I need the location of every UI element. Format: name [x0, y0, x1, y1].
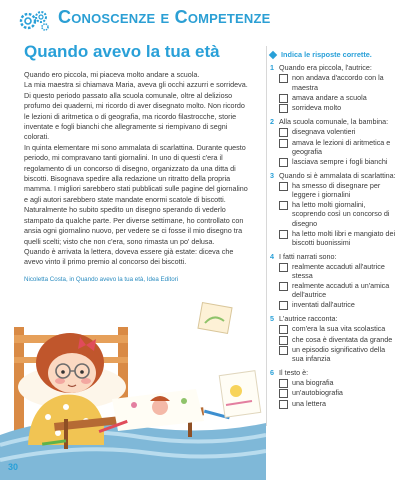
- checkbox[interactable]: [279, 201, 288, 210]
- option-label: una biografia: [292, 377, 334, 387]
- option-label: disegnava volentieri: [292, 127, 356, 137]
- question-3: [270, 171, 398, 248]
- column-divider: [266, 46, 267, 426]
- question-text: Quando si è ammalata di scarlattina:: [279, 170, 396, 180]
- checkbox[interactable]: [279, 74, 288, 83]
- section-header: [0, 0, 401, 38]
- option-label: una lettera: [292, 398, 326, 408]
- question-number: 4: [270, 251, 274, 261]
- instruction: [270, 50, 398, 59]
- story-text: [24, 70, 252, 268]
- checkbox[interactable]: [279, 282, 288, 291]
- option-label: ha letto molti libri e mangiato dei biscotti buonissimi: [292, 228, 396, 248]
- instruction-text: Indica le risposte corrette.: [281, 50, 372, 59]
- checkbox[interactable]: [279, 325, 288, 334]
- answer-option[interactable]: [279, 229, 398, 248]
- section-title: Conoscenze e Competenze: [58, 7, 271, 27]
- checkbox[interactable]: [279, 389, 288, 398]
- exercise-panel: [270, 50, 398, 409]
- question-text: I fatti narrati sono:: [279, 251, 337, 261]
- answer-option[interactable]: [279, 127, 398, 137]
- answer-option[interactable]: [279, 181, 398, 200]
- question-number: 2: [270, 117, 274, 127]
- checkbox[interactable]: [279, 94, 288, 103]
- story-paragraph: In quinta elementare mi sono ammalata di scarlattina. Durante questo periodo, mi compravano tanti giornalini. In uno di questi c'era il regolamento di un concorso di disegno, organizzato da una ditta di biscotti. Bisognava spedire alla redazione un ritratto della propria mamma. I migliori sarebbero stati pubblicati sulle pagine del giornalino e agli autori sarebbero state mandate enormi scatole di biscotti.: [24, 142, 248, 204]
- story-title: Quando avevo la tua età: [24, 42, 220, 61]
- question-number: 3: [270, 170, 274, 180]
- answer-option[interactable]: [279, 399, 398, 409]
- question-2: [270, 117, 398, 167]
- story-paragraph: Quando ero piccola, mi piaceva molto andare a scuola.: [24, 70, 200, 79]
- question-text: L'autrice racconta:: [279, 314, 338, 324]
- answer-option[interactable]: [279, 103, 398, 113]
- answer-option[interactable]: [279, 157, 398, 167]
- question-number: 5: [270, 314, 274, 324]
- answer-option[interactable]: [279, 388, 398, 398]
- option-label: un episodio significativo della sua infanzia: [292, 345, 386, 364]
- checkbox[interactable]: [279, 379, 288, 388]
- answer-option[interactable]: [279, 281, 398, 300]
- girl-drawing-in-bed-illustration: [0, 295, 266, 480]
- option-label: realmente accaduti all'autrice stessa: [292, 261, 385, 280]
- option-label: inventati dall'autrice: [292, 300, 355, 310]
- option-label: amava le lezioni di aritmetica e geografia: [292, 137, 391, 156]
- checkbox[interactable]: [279, 139, 288, 148]
- checkbox[interactable]: [279, 230, 288, 239]
- option-label: ha letto molti giornalini, scoprendo così un concorso di disegno: [292, 200, 390, 228]
- answer-option[interactable]: [279, 262, 398, 281]
- question-number: 1: [270, 63, 274, 73]
- question-6: [270, 368, 398, 409]
- option-label: ha smesso di disegnare per leggere i giornalini: [292, 180, 381, 200]
- page-number: 30: [8, 462, 19, 472]
- question-text: Quando era piccola, l'autrice:: [279, 63, 372, 73]
- story-paragraph: Naturalmente ho subito spedito un disegno sperando di vederlo stampato da qualche parte. Per diverse settimane, ho controllato con ansia ogni giornalino nuovo, per vedere se ci fosse il mio disegno tra quelli scelti; visto che non c'era, sono rimasta un po' delusa.: [24, 205, 244, 246]
- option-label: un'autobiografia: [292, 388, 343, 398]
- checkbox[interactable]: [279, 182, 288, 191]
- checkbox[interactable]: [279, 128, 288, 137]
- question-5: [270, 314, 398, 364]
- option-label: realmente accaduti a un'amica dell'autrice: [292, 280, 390, 300]
- answer-option[interactable]: [279, 324, 398, 334]
- checkbox[interactable]: [279, 263, 288, 272]
- option-label: non andava d'accordo con la maestra: [292, 73, 384, 92]
- checkbox[interactable]: [279, 336, 288, 345]
- checkbox[interactable]: [279, 346, 288, 355]
- option-label: lasciava sempre i fogli bianchi: [292, 156, 388, 166]
- checkbox[interactable]: [279, 400, 288, 409]
- answer-option[interactable]: [279, 300, 398, 310]
- answer-option[interactable]: [279, 335, 398, 345]
- story-paragraph: La mia maestra si chiamava Maria, aveva gli occhi azzurri e sorrideva. Di questo periodo passato alla scuola comunale, oltre al delizioso profumo dei quaderni, mi ricordo di aver disegnato molto. Non ricordo le lezioni di aritmetica o di geografia, ma ricordo filastrocche, storie inventate e fogli bianchi che allegramente si riempivano di segni colorati.: [24, 80, 248, 142]
- question-text: Il testo è:: [279, 367, 309, 377]
- gears-icon: [18, 8, 52, 32]
- checkbox[interactable]: [279, 104, 288, 113]
- answer-option[interactable]: [279, 345, 398, 364]
- story-paragraph: Quando è arrivata la lettera, doveva essere già estate: diceva che avevo vinto il primo premio al concorso dei biscotti.: [24, 246, 234, 267]
- answer-option[interactable]: [279, 378, 398, 388]
- question-number: 6: [270, 367, 274, 377]
- answer-option[interactable]: [279, 93, 398, 103]
- option-label: che cosa è diventata da grande: [292, 334, 393, 344]
- diamond-bullet-icon: [269, 50, 277, 58]
- citation: Nicoletta Costa, in Quando avevo la tua età, Idea Editori: [24, 276, 179, 283]
- option-label: com'era la sua vita scolastica: [292, 324, 386, 334]
- option-label: sorrideva molto: [292, 103, 342, 113]
- answer-option[interactable]: [279, 138, 398, 157]
- checkbox[interactable]: [279, 301, 288, 310]
- option-label: amava andare a scuola: [292, 92, 367, 102]
- answer-option[interactable]: [279, 73, 398, 92]
- checkbox[interactable]: [279, 158, 288, 167]
- answer-option[interactable]: [279, 200, 398, 228]
- question-text: Alla scuola comunale, la bambina:: [279, 117, 389, 127]
- question-4: [270, 252, 398, 311]
- question-1: [270, 63, 398, 113]
